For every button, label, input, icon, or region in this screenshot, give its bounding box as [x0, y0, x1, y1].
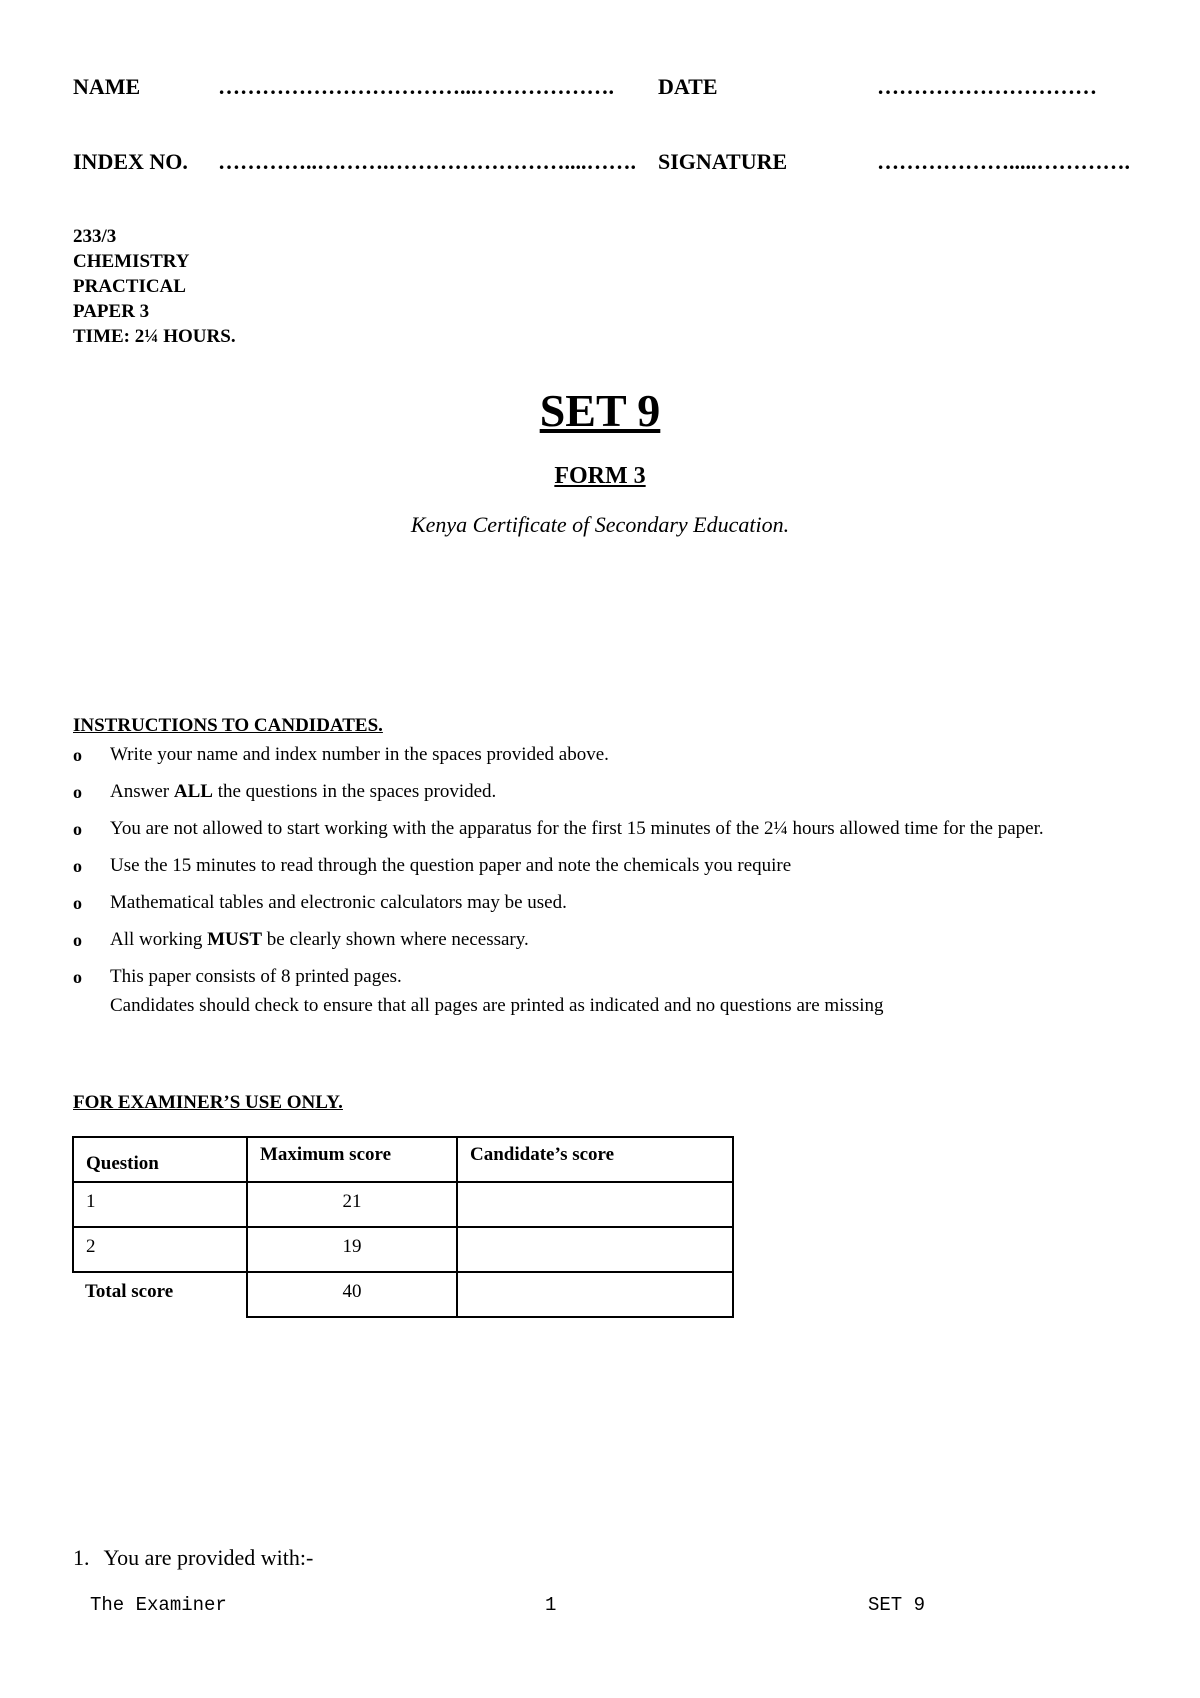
- footer-left: The Examiner: [90, 1594, 227, 1616]
- bullet-icon: o: [73, 745, 82, 765]
- name-field[interactable]: ……………………………...……………….: [218, 74, 614, 99]
- examiner-heading: FOR EXAMINER’S USE ONLY.: [73, 1092, 343, 1113]
- max-score: 21: [247, 1182, 457, 1227]
- question-number-label: 1.: [73, 1545, 90, 1570]
- set-title: SET 9: [539, 385, 661, 436]
- paper-type: PRACTICAL: [73, 276, 186, 297]
- form-title: FORM 3: [554, 463, 646, 489]
- table-row: [73, 1227, 733, 1272]
- question-text: You are provided with:-: [103, 1545, 314, 1570]
- signature-field[interactable]: ……………….....………….: [877, 149, 1130, 174]
- question-number: 2: [73, 1227, 247, 1272]
- index-number-label: INDEX NO.: [73, 149, 188, 174]
- paper-code: 233/3: [73, 226, 117, 247]
- table-header-row: [73, 1137, 733, 1182]
- footer-right: SET 9: [868, 1594, 926, 1616]
- table-row: [73, 1182, 733, 1227]
- bullet-icon: o: [73, 819, 82, 839]
- total-max-score: 40: [247, 1272, 457, 1317]
- instruction-item: o All working MUST be clearly shown where necessary.: [73, 925, 1133, 955]
- paper-time: TIME: 2¼ HOURS.: [73, 326, 236, 347]
- footer-page-number: 1: [545, 1594, 557, 1616]
- bullet-icon: o: [73, 782, 82, 802]
- instruction-item: o Write your name and index number in the spaces provided above.: [73, 740, 1133, 770]
- instruction-item: o Answer ALL the questions in the spaces provided.: [73, 777, 1133, 807]
- candidate-score-cell[interactable]: [457, 1227, 733, 1272]
- table-total-row: [73, 1272, 733, 1317]
- bullet-icon: o: [73, 930, 82, 950]
- paper-subject: CHEMISTRY: [73, 251, 190, 272]
- bullet-icon: o: [73, 967, 82, 987]
- question-1-intro: [73, 1547, 313, 1569]
- candidate-score-cell[interactable]: [457, 1182, 733, 1227]
- date-field[interactable]: …………………………: [877, 74, 1097, 99]
- bullet-icon: o: [73, 893, 82, 913]
- exam-name: Kenya Certificate of Secondary Education.: [410, 512, 790, 537]
- instructions-heading: INSTRUCTIONS TO CANDIDATES.: [73, 715, 383, 736]
- paper-number: PAPER 3: [73, 301, 150, 322]
- paper-info: [73, 224, 236, 349]
- instruction-item: o This paper consists of 8 printed pages. Candidates should check to ensure that all pages are printed as indicated and no questions are missing: [73, 962, 1133, 1020]
- bullet-icon: o: [73, 856, 82, 876]
- header-max-score: Maximum score: [247, 1137, 457, 1182]
- score-table: [72, 1136, 734, 1318]
- header-question: Question: [73, 1137, 247, 1182]
- signature-label: SIGNATURE: [658, 149, 788, 174]
- instructions-list: [73, 740, 1133, 1020]
- name-label: NAME: [73, 74, 141, 99]
- instruction-item: o Use the 15 minutes to read through the question paper and note the chemicals you require: [73, 851, 1133, 881]
- max-score: 19: [247, 1227, 457, 1272]
- total-candidate-score-cell[interactable]: [457, 1272, 733, 1317]
- instruction-item: o You are not allowed to start working with the apparatus for the first 15 minutes of the 2¼ hours allowed time for the paper.: [73, 814, 1133, 844]
- index-number-field[interactable]: …………..……….……………………....…….: [218, 149, 636, 174]
- instruction-item: o Mathematical tables and electronic calculators may be used.: [73, 888, 1133, 918]
- header-candidate-score: Candidate’s score: [457, 1137, 733, 1182]
- question-number: 1: [73, 1182, 247, 1227]
- date-label: DATE: [658, 74, 718, 99]
- total-score-label: Total score: [85, 1281, 174, 1302]
